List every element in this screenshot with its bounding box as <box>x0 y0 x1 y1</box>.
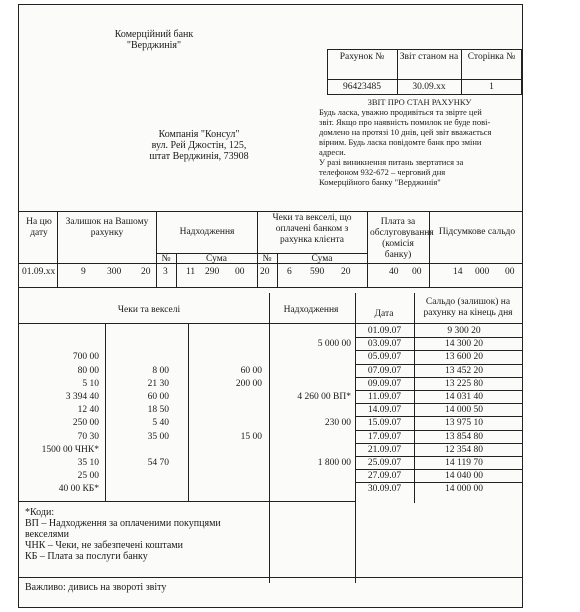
deposits-thousands: 11 <box>186 267 196 277</box>
end-of-day-balance: 13 225 80 <box>445 378 483 389</box>
bank-name-line2: "Верджинія" <box>126 40 182 51</box>
end-of-day-balance: 9 300 20 <box>447 326 481 336</box>
code-line: ВП – Надходження за оплаченими покупцями <box>25 518 221 529</box>
check-amount: 35 00 <box>147 431 169 442</box>
deposits-no-header: № <box>161 254 171 264</box>
notice-line: Комерційного банку "Верджинія" <box>319 177 441 187</box>
check-amount: 18 50 <box>147 405 169 416</box>
notice-line: адреси. <box>319 147 346 157</box>
deposit-amount: 5 000 00 <box>317 339 351 350</box>
codes-legend <box>25 507 265 562</box>
summary-final-header: Підсумкове сальдо <box>438 227 516 237</box>
checks-units: 590 <box>310 267 325 277</box>
summary-balance-cents: 20 <box>141 267 151 277</box>
company-name: Компанія "Консул" <box>158 129 240 140</box>
checks-no-header: № <box>262 254 272 264</box>
balance-date: 07.09.07 <box>367 365 402 376</box>
end-of-day-balance: 14 300 20 <box>445 339 483 350</box>
final-cents: 00 <box>505 267 515 277</box>
page-number-header: Сторінка № <box>467 52 516 62</box>
check-amount: 8 00 <box>152 365 169 376</box>
detail-checks-header: Чеки та векселі <box>117 305 181 315</box>
end-of-day-balance: 12 354 80 <box>445 444 483 455</box>
bank-statement <box>18 4 523 608</box>
end-of-day-balance: 14 119 70 <box>445 458 483 468</box>
deposits-sum-header: Сума <box>206 254 227 264</box>
balance-date: 15.09.07 <box>367 418 402 429</box>
final-units: 000 <box>475 267 490 277</box>
check-amount: 21 30 <box>147 378 169 389</box>
check-amount: 12 40 <box>77 405 99 416</box>
summary-checks-header: Чеки та векселі, що оплачені банком з рахунка клієнта <box>272 213 352 245</box>
check-amount: 54 70 <box>147 458 169 468</box>
deposit-amount: 1 800 00 <box>317 458 351 468</box>
company-street: вул. Рей Джостін, 125, <box>151 140 247 151</box>
footer-note: Важливо: дивись на звороті звіту <box>25 582 167 593</box>
account-number: 96423485 <box>343 82 381 92</box>
account-number-header: Рахунок № <box>339 52 385 62</box>
notice-line: вірним. Будь ласка повідомте банк про зміни <box>319 137 482 147</box>
notice-title: ЗВІТ ПРО СТАН РАХУНКУ <box>367 97 472 107</box>
balance-date: 27.09.07 <box>367 471 402 482</box>
checks-sum-header: Сума <box>311 254 333 264</box>
end-of-day-balance: 13 600 20 <box>445 352 483 363</box>
balance-date: 30.09.07 <box>367 484 402 495</box>
detail-deposits-header: Надходження <box>283 305 339 315</box>
notice-text <box>319 107 519 187</box>
summary-date: 01.09.xx <box>22 267 56 277</box>
deposits-units: 290 <box>205 267 220 277</box>
check-amount: 200 00 <box>235 378 262 389</box>
company-address <box>119 129 279 162</box>
codes-title: *Коди: <box>25 507 55 518</box>
checks-count: 20 <box>260 267 270 277</box>
fee-units: 40 <box>389 267 399 277</box>
balance-date: 03.09.07 <box>367 339 402 350</box>
balance-date: 05.09.07 <box>367 352 402 363</box>
summary-balance-units: 300 <box>107 267 122 277</box>
balance-date: 09.09.07 <box>367 378 402 389</box>
check-amount: 80 00 <box>77 365 99 376</box>
bank-name <box>89 29 219 51</box>
check-amount: 5 40 <box>152 418 169 429</box>
balance-date: 17.09.07 <box>367 431 402 442</box>
check-amount: 250 00 <box>72 418 99 429</box>
summary-balance-header: Залишок на Вашому рахунку <box>65 217 149 238</box>
code-line: ЧНК – Чеки, не забезпечені коштами <box>25 540 183 551</box>
deposit-amount: 4 260 00 ВП* <box>297 392 351 402</box>
check-amount: 60 00 <box>147 392 169 402</box>
bank-name-line1: Комерційний банк <box>114 29 194 40</box>
detail-balance-header: Сальдо (залишок) на рахунку на кінець дня <box>423 297 513 318</box>
check-amount: 5 10 <box>82 378 99 389</box>
notice-line: телефоном 932-672 – черговий дня <box>319 167 446 177</box>
notice-line: звіт. Якщо про наявність помилок не буде пові- <box>319 117 491 127</box>
notice-line: Будь ласка, уважно продивіться та звірте цей <box>319 107 482 117</box>
end-of-day-balance: 13 975 10 <box>445 418 483 429</box>
code-line: векселями <box>25 529 69 540</box>
balance-date: 14.09.07 <box>367 405 402 416</box>
final-thousands: 14 <box>453 267 463 277</box>
company-city: штат Верджинія, 73908 <box>149 151 249 162</box>
end-of-day-balance: 14 031 40 <box>445 392 483 402</box>
check-amount: 1500 00 ЧНК* <box>41 444 99 455</box>
deposits-count: 3 <box>163 267 168 277</box>
end-of-day-balance: 14 000 00 <box>445 484 483 495</box>
code-line: КБ – Плата за послуги банку <box>25 551 148 562</box>
balance-date: 25.09.07 <box>367 458 402 468</box>
deposits-cents: 00 <box>235 267 245 277</box>
end-of-day-balance: 13 452 20 <box>445 365 483 376</box>
balance-date: 21.09.07 <box>367 444 402 455</box>
summary-deposits-header: Надходження <box>179 227 235 237</box>
detail-date-header: Дата <box>374 309 394 319</box>
check-amount: 40 00 КБ* <box>58 484 99 495</box>
fee-cents: 00 <box>412 267 422 277</box>
page-number: 1 <box>489 82 494 92</box>
summary-fee-header: Плата за обслуговування (комісія банку) <box>370 217 434 260</box>
check-amount: 15 00 <box>240 431 262 442</box>
end-of-day-balance: 13 854 80 <box>445 431 483 442</box>
check-amount: 60 00 <box>240 365 262 376</box>
balance-date: 11.09.07 <box>368 392 401 402</box>
check-amount: 25 00 <box>77 471 99 482</box>
check-amount: 3 394 40 <box>65 392 99 402</box>
summary-date-header: На цю дату <box>26 217 52 238</box>
notice-line: домлено на протязі 10 днів, цей звіт вважається <box>319 127 492 137</box>
check-amount: 70 30 <box>77 431 99 442</box>
end-of-day-balance: 14 040 00 <box>445 471 483 482</box>
check-amount: 35 10 <box>77 458 99 468</box>
notice-line: У разі виникнення питань звертатися за <box>319 157 464 167</box>
deposit-amount: 230 00 <box>324 418 351 429</box>
summary-balance-thousands: 9 <box>81 267 86 277</box>
report-date: 30.09.xx <box>412 82 446 92</box>
end-of-day-balance: 14 000 50 <box>445 405 483 416</box>
balance-date: 01.09.07 <box>367 326 402 336</box>
check-amount: 700 00 <box>72 352 99 363</box>
checks-thousands: 6 <box>287 267 292 277</box>
checks-cents: 20 <box>341 267 351 277</box>
report-date-header: Звіт станом на <box>399 52 459 62</box>
